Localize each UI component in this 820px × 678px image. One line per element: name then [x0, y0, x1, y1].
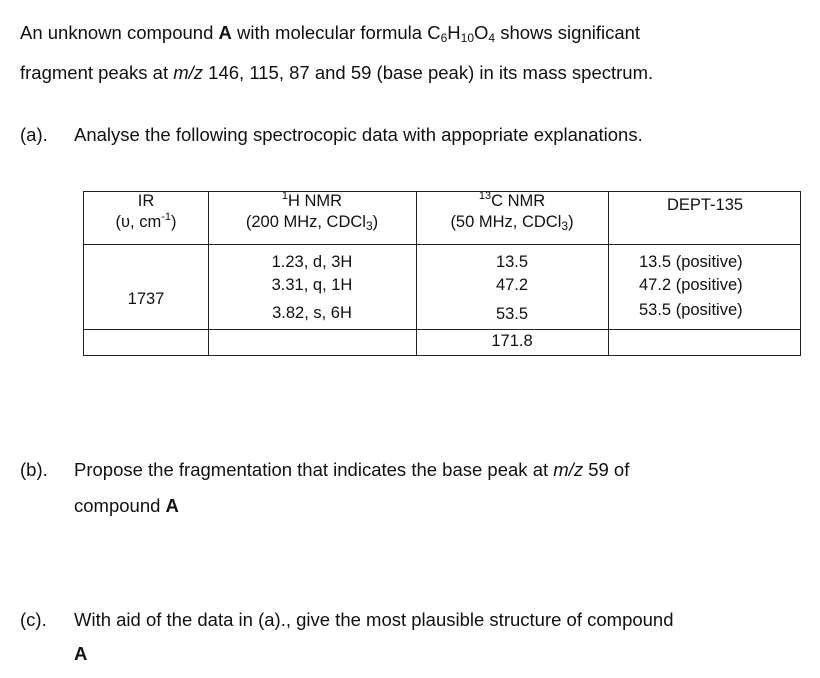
part-c-label: (c).	[20, 609, 47, 630]
dept-row: 13.5 (positive)	[639, 253, 743, 271]
part-b-label: (b).	[20, 459, 48, 480]
column-divider	[608, 192, 609, 355]
formula-subscript: 4	[488, 31, 496, 45]
intro-text: shows significant	[495, 22, 641, 43]
ir-header	[84, 192, 208, 231]
compound-label: A	[165, 495, 179, 516]
part-b-text: compound	[74, 495, 166, 516]
c-nmr-header-title	[416, 192, 608, 210]
spectroscopic-data-table	[83, 191, 801, 356]
mz-label: m/z	[553, 459, 584, 480]
intro-line-2	[20, 62, 653, 84]
part-a-label: (a).	[20, 124, 48, 145]
h-nmr-conditions-text: )	[372, 213, 379, 231]
h-nmr-header-conditions	[208, 213, 416, 231]
formula-subscript: 6	[440, 31, 448, 45]
intro-text: An unknown compound	[20, 22, 219, 43]
part-b-text: Propose the fragmentation that indicates the base peak at	[74, 459, 554, 480]
intro-line-1	[20, 22, 640, 44]
ir-units-text: )	[170, 213, 177, 231]
h-nmr-row: 1.23, d, 3H	[271, 253, 353, 271]
h-nmr-header	[208, 192, 416, 231]
h-nmr-title-text: H NMR	[288, 192, 343, 210]
c-nmr-row: 47.2	[495, 276, 529, 294]
header-divider	[84, 244, 800, 245]
intro-text: with molecular formula C	[231, 22, 441, 43]
h-nmr-header-title	[208, 192, 416, 210]
part-a-text: Analyse the following spectrocopic data with appopriate explanations.	[74, 124, 643, 145]
ir-units-text: (υ, cm	[115, 213, 162, 231]
c-nmr-row: 171.8	[491, 332, 533, 350]
h-nmr-conditions-text: (200 MHz, CDCl	[245, 213, 366, 231]
formula-subscript: 10	[460, 31, 474, 45]
part-b-line-2	[74, 495, 179, 517]
c-nmr-title-text: C NMR	[491, 192, 546, 210]
dept-row: 53.5 (positive)	[639, 301, 743, 319]
c-nmr-row: 13.5	[495, 253, 529, 271]
c-nmr-conditions-text: (50 MHz, CDCl	[450, 213, 562, 231]
compound-label: A	[74, 643, 88, 664]
ir-header-title: IR	[137, 192, 155, 210]
formula-element: H	[447, 22, 461, 43]
h-nmr-isotope: 1	[281, 190, 289, 202]
h-nmr-row: 3.82, s, 6H	[272, 304, 352, 322]
c-nmr-header-conditions	[416, 213, 608, 231]
compound-label: A	[218, 22, 232, 43]
part-c-line-1: With aid of the data in (a)., give the most plausible structure of compound	[74, 609, 674, 630]
c-nmr-row: 53.5	[495, 305, 529, 323]
c-nmr-subscript: 3	[561, 219, 569, 233]
intro-text: 146, 115, 87 and 59 (base peak) in its mass spectrum.	[203, 62, 654, 83]
formula-element: O	[474, 22, 489, 43]
c-nmr-isotope: 13	[478, 190, 492, 202]
h-nmr-subscript: 3	[365, 219, 373, 233]
c-nmr-header	[416, 192, 608, 231]
row-divider	[84, 329, 800, 330]
ir-header-units	[84, 213, 208, 231]
ir-units-superscript: -1	[161, 211, 171, 223]
h-nmr-row: 3.31, q, 1H	[271, 276, 353, 294]
part-b-line-1	[74, 459, 629, 481]
mz-label: m/z	[173, 62, 204, 83]
intro-text: fragment peaks at	[20, 62, 174, 83]
c-nmr-conditions-text: )	[568, 213, 574, 231]
dept-row: 47.2 (positive)	[639, 276, 743, 294]
part-b-text: 59 of	[583, 459, 630, 480]
ir-value: 1737	[127, 290, 165, 308]
dept-header: DEPT-135	[666, 196, 744, 214]
